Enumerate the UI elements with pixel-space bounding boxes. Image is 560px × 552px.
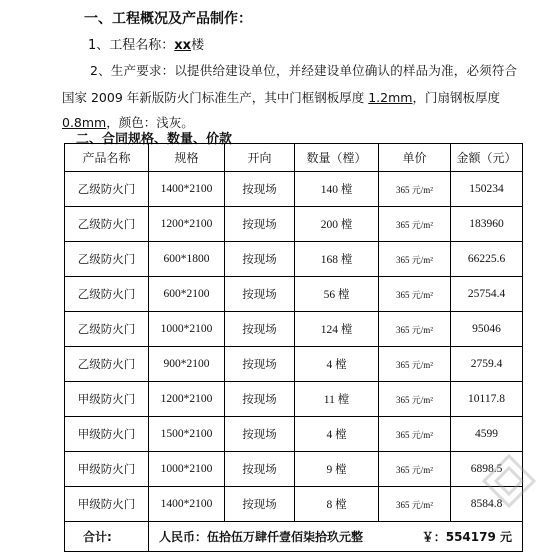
cell-unit-price: 365 元/m² bbox=[379, 172, 451, 207]
header-direction: 开向 bbox=[225, 144, 295, 172]
cell-amount: 95046 bbox=[451, 312, 523, 347]
cell-direction: 按现场 bbox=[225, 172, 295, 207]
cell-product-name: 甲级防火门 bbox=[65, 452, 149, 487]
cell-direction: 按现场 bbox=[225, 277, 295, 312]
cell-product-name: 乙级防火门 bbox=[65, 277, 149, 312]
table-row bbox=[65, 417, 523, 452]
cell-amount: 183960 bbox=[451, 207, 523, 242]
header-product-name: 产品名称 bbox=[65, 144, 149, 172]
table-row bbox=[65, 452, 523, 487]
cell-unit-price: 365 元/m² bbox=[379, 312, 451, 347]
cell-spec: 1200*2100 bbox=[149, 382, 225, 417]
cell-product-name: 乙级防火门 bbox=[65, 347, 149, 382]
cell-quantity: 4 樘 bbox=[295, 417, 379, 452]
cell-spec: 900*2100 bbox=[149, 347, 225, 382]
watermark-logo-icon bbox=[478, 450, 540, 512]
table-row bbox=[65, 312, 523, 347]
cell-amount: 25754.4 bbox=[451, 277, 523, 312]
contract-table bbox=[64, 143, 523, 552]
cell-unit-price: 365 元/m² bbox=[379, 347, 451, 382]
header-quantity: 数量（樘） bbox=[295, 144, 379, 172]
table-row bbox=[65, 242, 523, 277]
cell-direction: 按现场 bbox=[225, 312, 295, 347]
cell-product-name: 乙级防火门 bbox=[65, 312, 149, 347]
cell-product-name: 乙级防火门 bbox=[65, 242, 149, 277]
cell-amount: 10117.8 bbox=[451, 382, 523, 417]
cell-quantity: 140 樘 bbox=[295, 172, 379, 207]
cell-spec: 600*2100 bbox=[149, 277, 225, 312]
total-label: 合计: bbox=[65, 522, 149, 552]
cell-quantity: 56 樘 bbox=[295, 277, 379, 312]
cell-amount: 2759.4 bbox=[451, 347, 523, 382]
section-heading-overview: 一、工程概况及产品制作： bbox=[84, 11, 252, 27]
project-name-line bbox=[88, 34, 204, 53]
table-row bbox=[65, 172, 523, 207]
cell-direction: 按现场 bbox=[225, 347, 295, 382]
cell-spec: 1400*2100 bbox=[149, 487, 225, 522]
cell-quantity: 200 樘 bbox=[295, 207, 379, 242]
color-text: ，颜色：浅灰。 bbox=[106, 115, 194, 130]
cell-quantity: 11 樘 bbox=[295, 382, 379, 417]
project-name-value: xx bbox=[174, 38, 192, 53]
requirements-text-b: ，门扇钢板厚度 bbox=[412, 90, 500, 105]
cell-quantity: 8 樘 bbox=[295, 487, 379, 522]
cell-product-name: 乙级防火门 bbox=[65, 207, 149, 242]
table-row bbox=[65, 382, 523, 417]
cell-product-name: 甲级防火门 bbox=[65, 382, 149, 417]
frame-thickness-value: 1.2mm bbox=[368, 90, 413, 105]
cell-spec: 1000*2100 bbox=[149, 312, 225, 347]
cell-unit-price: 365 元/m² bbox=[379, 207, 451, 242]
total-row bbox=[65, 522, 523, 552]
cell-quantity: 4 樘 bbox=[295, 347, 379, 382]
cell-product-name: 甲级防火门 bbox=[65, 487, 149, 522]
total-amount-value: ￥：554179 元 bbox=[379, 522, 523, 552]
total-amount-in-words: 人民币：伍拾伍万肆仟壹佰柒拾玖元整 bbox=[149, 522, 379, 552]
cell-unit-price: 365 元/m² bbox=[379, 382, 451, 417]
cell-product-name: 甲级防火门 bbox=[65, 417, 149, 452]
requirements-line-1: 2、生产要求：以提供给建设单位，并经建设单位确认的样品为准，必须符合 bbox=[90, 63, 518, 78]
cell-unit-price: 365 元/m² bbox=[379, 277, 451, 312]
cell-direction: 按现场 bbox=[225, 487, 295, 522]
cell-unit-price: 365 元/m² bbox=[379, 242, 451, 277]
leaf-thickness-value: 0.8mm bbox=[62, 115, 107, 130]
table-row bbox=[65, 487, 523, 522]
cell-quantity: 168 樘 bbox=[295, 242, 379, 277]
cell-direction: 按现场 bbox=[225, 207, 295, 242]
project-name-label: 1、工程名称： bbox=[88, 38, 175, 53]
project-name-suffix: 楼 bbox=[191, 38, 205, 53]
table-row bbox=[65, 207, 523, 242]
cell-spec: 1400*2100 bbox=[149, 172, 225, 207]
cell-spec: 1000*2100 bbox=[149, 452, 225, 487]
header-amount: 金额（元） bbox=[451, 144, 523, 172]
section-heading-contract: 二、合同规格、数量、价款 bbox=[76, 132, 233, 147]
cell-direction: 按现场 bbox=[225, 417, 295, 452]
cell-unit-price: 365 元/m² bbox=[379, 452, 451, 487]
table-header-row bbox=[65, 144, 523, 172]
cell-amount: 150234 bbox=[451, 172, 523, 207]
header-unit-price: 单价 bbox=[379, 144, 451, 172]
cell-unit-price: 365 元/m² bbox=[379, 417, 451, 452]
table-row bbox=[65, 277, 523, 312]
cell-unit-price: 365 元/m² bbox=[379, 487, 451, 522]
cell-quantity: 124 樘 bbox=[295, 312, 379, 347]
cell-spec: 1500*2100 bbox=[149, 417, 225, 452]
cell-spec: 1200*2100 bbox=[149, 207, 225, 242]
requirements-text-a: 国家 2009 年新版防火门标准生产，其中门框钢板厚度 bbox=[62, 90, 369, 105]
cell-quantity: 9 樘 bbox=[295, 452, 379, 487]
cell-amount: 4599 bbox=[451, 417, 523, 452]
cell-direction: 按现场 bbox=[225, 452, 295, 487]
requirements-line-2 bbox=[62, 88, 500, 106]
cell-direction: 按现场 bbox=[225, 242, 295, 277]
cell-amount: 66225.6 bbox=[451, 242, 523, 277]
table-row bbox=[65, 347, 523, 382]
cell-amount: 6898.5 bbox=[451, 452, 523, 487]
cell-direction: 按现场 bbox=[225, 382, 295, 417]
cell-amount: 8584.8 bbox=[451, 487, 523, 522]
cell-spec: 600*1800 bbox=[149, 242, 225, 277]
header-spec: 规格 bbox=[149, 144, 225, 172]
cell-product-name: 乙级防火门 bbox=[65, 172, 149, 207]
